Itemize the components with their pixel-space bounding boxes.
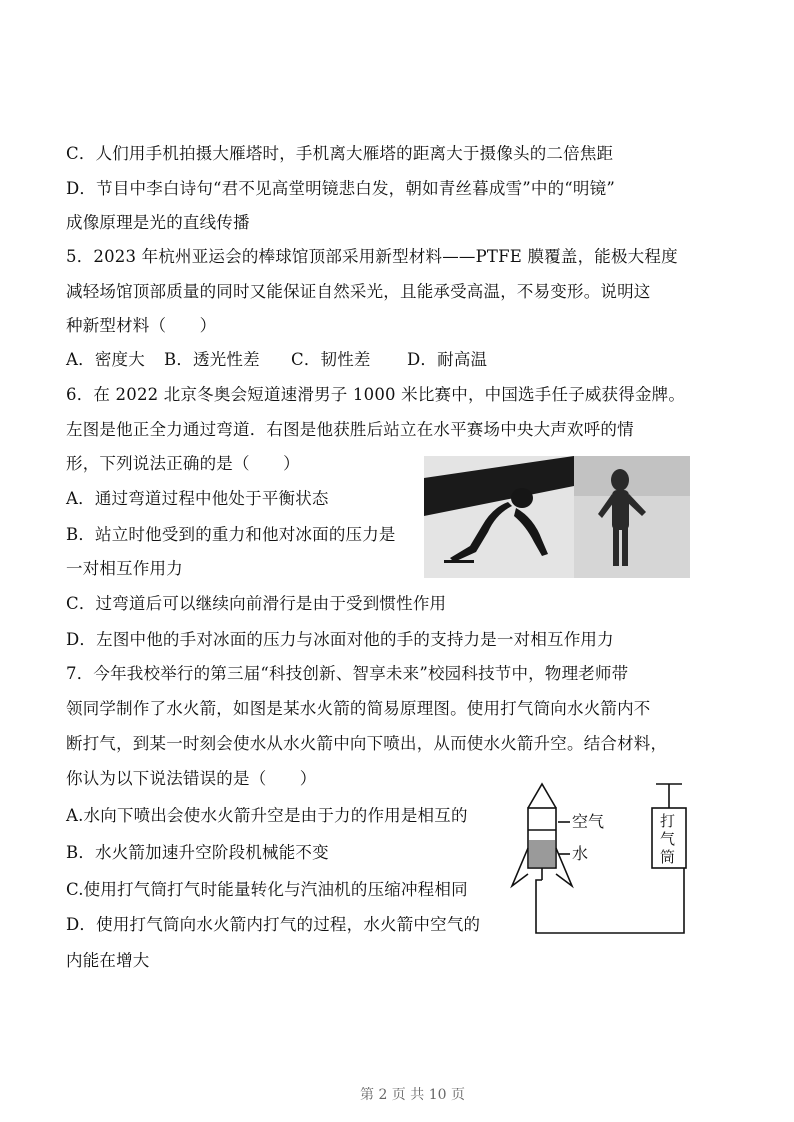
q5-option-d: D．耐高温	[407, 350, 488, 369]
q6-stem-cont-1: 左图是他正全力通过弯道．右图是他获胜后站立在水平赛场中央大声欢呼的情	[66, 420, 634, 439]
pump-label-3: 筒	[660, 848, 676, 866]
q5-stem: 5．2023 年杭州亚运会的棒球馆顶部采用新型材料——PTFE 膜覆盖，能极大程度	[66, 247, 678, 266]
pump-label-2: 气	[660, 830, 676, 848]
q4-option-c: C．人们用手机拍摄大雁塔时，手机离大雁塔的距离大于摄像头的二倍焦距	[66, 144, 614, 163]
q6-option-c: C．过弯道后可以继续向前滑行是由于受到惯性作用	[66, 594, 447, 613]
q7-stem-cont-2: 断打气，到某一时刻会使水从水火箭中向下喷出，从而使水火箭升空。结合材料，	[66, 734, 668, 753]
q7-option-a: A.水向下喷出会使水火箭升空是由于力的作用是相互的	[66, 806, 468, 825]
q7-option-b: B．水火箭加速升空阶段机械能不变	[66, 843, 329, 862]
q5-stem-cont-2: 种新型材料（ ）	[66, 316, 217, 335]
speed-skating-photo	[424, 456, 690, 578]
q5-stem-cont-1: 减轻场馆顶部质量的同时又能保证自然采光，且能承受高温，不易变形。说明这	[66, 282, 651, 301]
q4-option-d: D．节目中李白诗句“君不见高堂明镜悲白发，朝如青丝暮成雪”中的“明镜”	[66, 179, 615, 198]
q7-stem-cont-1: 领同学制作了水火箭，如图是某水火箭的简易原理图。使用打气筒向水火箭内不	[66, 699, 651, 718]
q7-stem: 7．今年我校举行的第三届“科技创新、智享未来”校园科技节中，物理老师带	[66, 664, 629, 683]
water-rocket-diagram	[496, 778, 696, 948]
q4-option-d-cont: 成像原理是光的直线传播	[66, 213, 250, 232]
rocket-nose-cone	[528, 784, 556, 808]
q6-option-b: B．站立时他受到的重力和他对冰面的压力是	[66, 525, 396, 544]
pump-label-1: 打	[660, 812, 676, 830]
q5-option-c: C．韧性差	[291, 350, 371, 369]
air-hose	[536, 868, 684, 933]
q6-option-d: D．左图中他的手对冰面的压力与冰面对他的手的支持力是一对相互作用力	[66, 630, 614, 649]
q7-option-d-cont: 内能在增大	[66, 951, 150, 970]
q7-stem-cont-3: 你认为以下说法错误的是（ ）	[66, 769, 317, 788]
water-fill	[529, 840, 555, 867]
rocket-left-fin	[512, 848, 528, 886]
q7-option-c: C.使用打气筒打气时能量转化与汽油机的压缩冲程相同	[66, 880, 468, 899]
q6-stem-cont-2: 形，下列说法正确的是（ ）	[66, 454, 300, 473]
q6-stem: 6．在 2022 北京冬奥会短道速滑男子 1000 米比赛中，中国选手任子威获得金牌。	[66, 385, 686, 404]
q6-option-a: A．通过弯道过程中他处于平衡状态	[66, 489, 329, 508]
q6-option-b-cont: 一对相互作用力	[66, 559, 183, 578]
q7-option-d: D．使用打气筒向水火箭内打气的过程，水火箭中空气的	[66, 915, 481, 934]
q5-option-b: B．透光性差	[164, 350, 260, 369]
q5-options	[66, 346, 487, 370]
air-label: 空气	[572, 812, 605, 831]
water-label: 水	[572, 844, 589, 863]
q5-option-a: A．密度大	[66, 350, 145, 369]
page-footer: 第 2 页 共 10 页	[360, 1087, 465, 1103]
